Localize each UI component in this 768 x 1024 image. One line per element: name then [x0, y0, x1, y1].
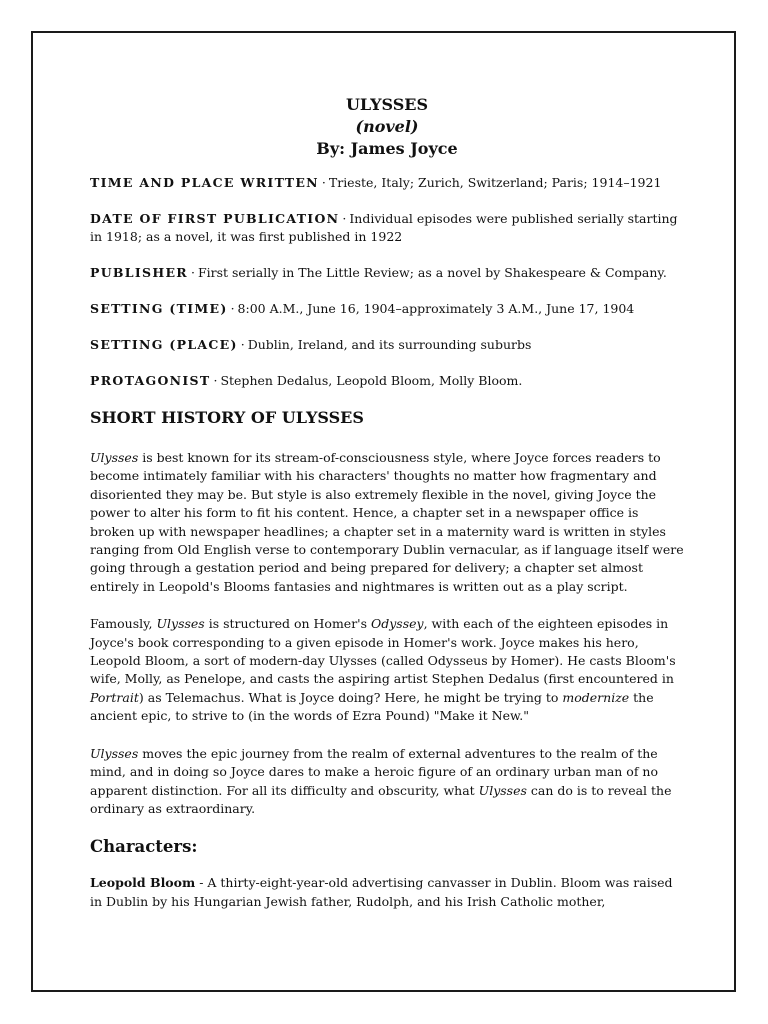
- facts-list: [90, 174, 684, 390]
- paragraph-text: , with each of the eighteen episodes in Joyce's book corresponding to a given episode in Homer's work. Joyce makes his hero, Leopold Bloom, a sort of modern-day Ulysses (called Odysseus by Homer). He casts Bloom's wife, Molly, as Penelope, and casts the aspiring artist Stephen Dedalus (first encountered in: [90, 616, 676, 687]
- title-italic: Portrait: [90, 689, 139, 705]
- paragraph-text: is best known for its stream-of-consciousness style, where Joyce forces readers to become intimately familiar with his characters' thoughts no matter how fragmentary and disoriented they may be. But style is also extremely flexible in the novel, giving Joyce the power to alter his form to fit his content. Hence, a chapter set in a newspaper office is broken up with newspaper headlines; a chapter set in a maternity ward is written in styles ranging from Old English verse to contemporary Dublin vernacular, as if language itself were going through a gestation period and being prepared for delivery; a chapter set almost entirely in Leopold's Blooms fantasies and nightmares is written out as a play script.: [90, 450, 684, 594]
- fact-value: Individual episodes were published serially starting in 1918; as a novel, it was first published in 1922: [90, 211, 678, 244]
- title-block: [90, 94, 684, 160]
- fact-separator: ·: [342, 211, 347, 226]
- fact-separator: ·: [190, 265, 195, 280]
- title-italic: Ulysses: [478, 782, 527, 798]
- title-italic: Odyssey: [371, 616, 424, 632]
- document-body: [90, 94, 684, 930]
- character-description: - A thirty-eight-year-old advertising canvasser in Dublin. Bloom was raised in Dublin by his Hungarian Jewish father, Rudolph, and his Irish Catholic mother,: [90, 875, 673, 909]
- fact-label: SETTING (TIME): [90, 301, 228, 316]
- paragraph-text: Famously,: [90, 616, 157, 632]
- title-italic: Ulysses: [90, 450, 139, 465]
- emphasis-italic: modernize: [562, 689, 630, 705]
- title-italic: Ulysses: [156, 616, 205, 632]
- paragraph-text: the ancient epic, to strive to (in the words of Ezra Pound) "Make it New.": [90, 689, 654, 724]
- fact-separator: ·: [213, 373, 218, 388]
- title-italic: Ulysses: [90, 745, 139, 761]
- document-subtitle: (novel): [355, 117, 419, 136]
- fact-value: Stephen Dedalus, Leopold Bloom, Molly Bloom.: [220, 373, 523, 388]
- fact-value: Trieste, Italy; Zurich, Switzerland; Paris; 1914–1921: [328, 175, 662, 190]
- paragraph-text: is structured on Homer's: [204, 616, 371, 632]
- paragraph-text: can do is to reveal the ordinary as extraordinary.: [90, 782, 672, 816]
- history-paragraph-2: [90, 615, 684, 725]
- history-paragraph-1: [90, 449, 684, 596]
- fact-setting-place: [90, 336, 684, 354]
- history-heading: SHORT HISTORY OF ULYSSES: [90, 408, 364, 427]
- history-paragraph-3: [90, 745, 684, 819]
- fact-separator: ·: [240, 337, 245, 352]
- fact-separator: ·: [230, 301, 235, 316]
- fact-value: 8:00 A.M., June 16, 1904–approximately 3 A.M., June 17, 1904: [237, 301, 635, 316]
- fact-publisher: [90, 264, 684, 282]
- character-name: Leopold Bloom: [90, 875, 196, 891]
- fact-first-publication: [90, 210, 684, 246]
- document-title: ULYSSES: [345, 95, 429, 114]
- character-entry: [90, 874, 684, 911]
- fact-setting-time: [90, 300, 684, 318]
- fact-label: DATE OF FIRST PUBLICATION: [90, 211, 340, 226]
- document-author: By: James Joyce: [316, 139, 458, 158]
- fact-protagonist: [90, 372, 684, 390]
- fact-label: PUBLISHER: [90, 265, 188, 280]
- fact-separator: ·: [321, 175, 326, 190]
- fact-label: PROTAGONIST: [90, 373, 211, 388]
- paragraph-text: ) as Telemachus. What is Joyce doing? Here, he might be trying to: [138, 689, 563, 705]
- fact-label: SETTING (PLACE): [90, 337, 238, 352]
- fact-value: Dublin, Ireland, and its surrounding suburbs: [247, 337, 532, 352]
- paragraph-text: moves the epic journey from the realm of external adventures to the realm of the mind, and in doing so Joyce dares to make a heroic figure of an ordinary urban man of no apparent distinction. For all its difficulty and obscurity, what: [90, 745, 659, 798]
- characters-heading: Characters:: [90, 837, 198, 857]
- fact-value: First serially in The Little Review; as a novel by Shakespeare & Company.: [197, 265, 667, 280]
- fact-time-place-written: [90, 174, 684, 192]
- fact-label: TIME AND PLACE WRITTEN: [90, 175, 319, 190]
